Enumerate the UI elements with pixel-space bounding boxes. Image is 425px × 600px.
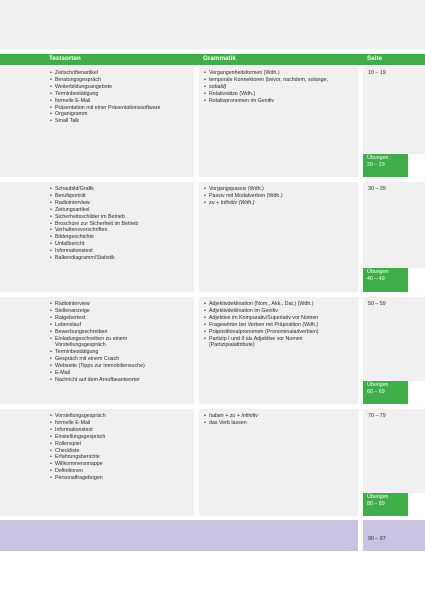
list-item: • Zeitschriftenartikel [50,70,194,77]
row-1-grammatik [199,66,358,177]
list-item: • Schaubild/Grafik [50,186,194,193]
list-item: • Unfallbericht [50,241,194,248]
row-4-textsorten [0,409,194,516]
list-item-continuation [204,84,358,91]
row-4-grammatik [199,409,358,516]
list-item: • Einstellungsgespräch [50,434,194,441]
header-grammatik: Grammatik [203,55,236,62]
list-item: • das Verb lassen [204,420,358,427]
list-item: • Beratungsgespräch [50,77,194,84]
list-item: • Terminbestätigung [50,349,194,356]
list-item: • Webseite (Tipps zur Immobiliensuche) [50,363,194,370]
header-seite: Seite [367,55,383,62]
list-item: • Lebenslauf [50,322,194,329]
uebungen-label: Übungen [367,382,389,388]
top-band [0,0,425,49]
row-2-grammatik [199,182,358,292]
list-item: • Radiointerview [50,301,194,308]
list-item: • Personalfragebogen [50,475,194,482]
list-item: • formelle E-Mail [50,420,194,427]
page-range: 30 – 39 [368,186,386,192]
row-4-pages [363,409,425,493]
list-item-continuation: (Partizipialattribute) [209,342,255,349]
page-range: 70 – 79 [368,413,386,419]
list-item: • Bildergeschichte [50,234,194,241]
list-item: • Bewerbungsschreiben [50,329,194,336]
list-item: • Nachricht auf dem Anrufbeantworter [50,377,194,384]
list-item: • Relativsätze (Wdh.) [204,91,358,98]
list-item: • Definitionen [50,468,194,475]
list-item-text: zu + Infinitiv (Wdh.) [209,199,255,206]
list-item [204,77,358,84]
page-range: 10 – 19 [368,70,386,76]
uebungen-label: Übungen [367,269,389,275]
uebungen-pages: 80 – 89 [367,501,385,507]
list-item: • Rollenspiel [50,441,194,448]
list-item: • Partizip I und II als Adjektive vor Nomen [204,336,358,343]
list-item: • Vergangenheitsformen (Wdh.) [204,70,358,77]
row-1-uebungen [363,154,408,177]
list-item: • Willkommensmappe [50,461,194,468]
list-item: • Adjektive im Komparativ/Superlativ vor Nomen [204,315,358,322]
list-item: • E-Mail [50,370,194,377]
list-item: • Fragewörter bei Verben mit Präposition (Wdh.) [204,322,358,329]
page-range: 50 – 59 [368,301,386,307]
header-textsorten: Textsorten [49,55,81,62]
list-item: • Berufsporträt [50,193,194,200]
list-item: • Balkendiagramm/Statistik [50,255,194,262]
table-header [0,54,425,65]
final-row-band [0,520,358,551]
list-item: • Erfahrungsberichte [50,454,194,461]
row-3-pages [363,297,425,381]
list-item: • formelle E-Mail [50,98,194,105]
list-item: • Informationstext [50,427,194,434]
list-item: • Gespräch mit einem Coach [50,356,194,363]
list-item-text: sobald) [209,83,227,90]
list-item: • Stellenanzeige [50,308,194,315]
uebungen-label: Übungen [367,494,389,500]
list-item: • Einladungsschreiben zu einem [50,336,194,343]
list-item: • Small Talk [50,118,194,125]
row-3-uebungen [363,381,408,404]
list-item: • Verhaltensvorschriften [50,227,194,234]
list-item: • Informationstext [50,248,194,255]
list-item: • Präpositionalpronomen (Pronominaladverbien) [204,329,358,336]
list-item: • Zeitungsartikel [50,207,194,214]
row-3-textsorten [0,297,194,404]
list-item: • Passiv mit Modalverben (Wdh.) [204,193,358,200]
list-item: • Radiointerview [50,200,194,207]
list-item: • Terminbestätigung [50,91,194,98]
row-4-uebungen [363,493,408,516]
list-item: • Organigramm [50,111,194,118]
list-item: • Vorstellungsgespräch [50,413,194,420]
list-item: • Sicherheitsschilder im Betrieb [50,214,194,221]
row-2-uebungen [363,268,408,292]
list-item: • Adjektivdeklination (Nom., Akk., Dat.) (Wdh.) [204,301,358,308]
list-item: • Checkliste [50,448,194,455]
list-item: • Ratgebertext [50,315,194,322]
uebungen-pages: 20 – 29 [367,162,385,168]
list-item: • Relativpronomen im Genitiv [204,98,358,105]
list-item: • Broschüre zur Sicherheit im Betrieb [50,221,194,228]
list-item [204,413,358,420]
list-item-continuation: Vorstellungsgespräch [55,342,106,349]
row-3-grammatik [199,297,358,404]
row-1-pages [363,66,425,154]
row-2-textsorten [0,182,194,292]
list-item-text: haben + zu + Infinitiv [209,413,258,419]
uebungen-pages: 60 – 69 [367,389,385,395]
list-item: • Vorgangspassiv (Wdh.) [204,186,358,193]
uebungen-label: Übungen [367,155,389,161]
final-row-pages [363,520,425,551]
list-item: • Adjektivdeklination im Genitiv [204,308,358,315]
row-1-textsorten [0,66,194,177]
row-2-pages [363,182,425,268]
list-item: • Weiterbildungsangebote [50,84,194,91]
list-item [204,200,358,207]
list-item: • Präsentation mit einer Präsentationssoftware [50,105,194,112]
list-item-text: temporale Konnektoren (bevor, nachdem, solange, [209,76,328,83]
page-range: 90 – 97 [368,536,386,542]
uebungen-pages: 40 – 49 [367,276,385,282]
